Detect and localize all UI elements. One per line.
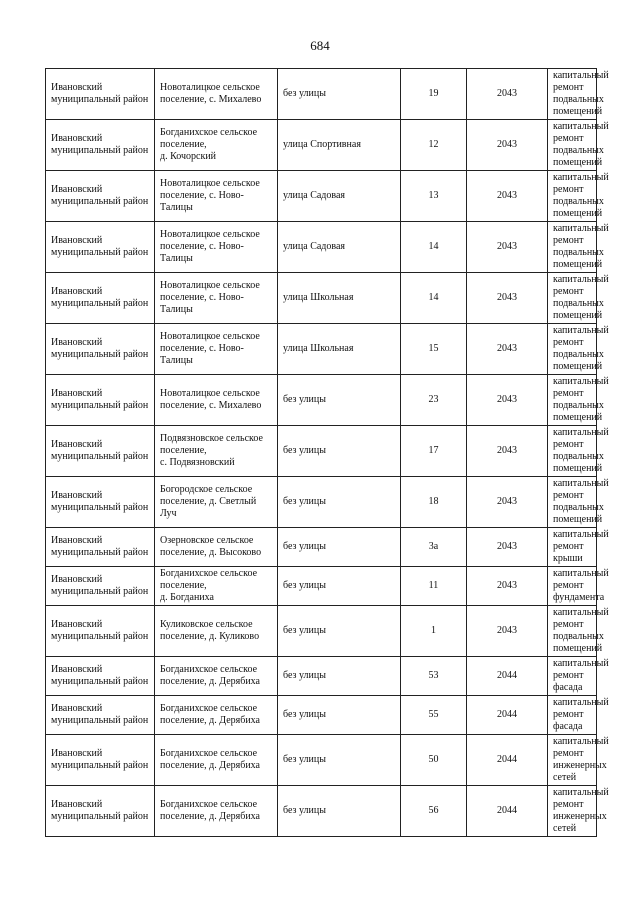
work-type-cell-text: капитальный ремонт фасада — [553, 658, 609, 693]
district-cell — [46, 171, 155, 222]
street-cell-text: без улицы — [283, 805, 326, 816]
year-cell — [467, 606, 548, 657]
street-cell — [278, 375, 401, 426]
street-cell-text: без улицы — [283, 445, 326, 456]
table-row — [46, 477, 597, 528]
work-type-cell — [548, 786, 609, 837]
district-cell — [46, 324, 155, 375]
street-cell-text: улица Школьная — [283, 343, 354, 354]
year-cell-text: 2043 — [497, 625, 517, 636]
district-cell-text: Ивановский муниципальный район — [51, 286, 149, 309]
table-row — [46, 528, 597, 567]
table-row — [46, 657, 597, 696]
district-cell — [46, 567, 155, 606]
work-type-cell-text: капитальный ремонт инженерных сетей — [553, 787, 609, 834]
district-cell-text: Ивановский муниципальный район — [51, 337, 149, 360]
year-cell-text: 2043 — [497, 292, 517, 303]
street-cell — [278, 657, 401, 696]
district-cell-text: Ивановский муниципальный район — [51, 133, 149, 156]
year-cell — [467, 273, 548, 324]
settlement-cell-text: Богданихское сельское поселение, д. Дерябиха — [160, 799, 260, 822]
year-cell-text: 2043 — [497, 445, 517, 456]
street-cell — [278, 477, 401, 528]
settlement-cell — [155, 528, 278, 567]
settlement-cell — [155, 567, 278, 606]
house-number-cell — [401, 426, 467, 477]
year-cell — [467, 426, 548, 477]
house-number-cell — [401, 273, 467, 324]
work-type-cell — [548, 222, 609, 273]
work-type-cell-text: капитальный ремонт подвальных помещений — [553, 376, 609, 423]
settlement-cell-text: Новоталицкое сельское поселение, с. Ново-Талицы — [160, 280, 260, 315]
work-type-cell-text: капитальный ремонт крыши — [553, 529, 609, 564]
district-cell — [46, 696, 155, 735]
settlement-cell — [155, 426, 278, 477]
table-row — [46, 324, 597, 375]
settlement-cell-text: Богданихское сельское поселение, д. Кочорский — [160, 127, 258, 162]
table-row — [46, 735, 597, 786]
settlement-cell — [155, 273, 278, 324]
district-cell-text: Ивановский муниципальный район — [51, 574, 149, 597]
settlement-cell-text: Новоталицкое сельское поселение, с. Михалево — [160, 388, 262, 411]
year-cell-text: 2043 — [497, 190, 517, 201]
settlement-cell — [155, 735, 278, 786]
year-cell — [467, 324, 548, 375]
street-cell-text: без улицы — [283, 88, 326, 99]
street-cell-text: улица Спортивная — [283, 139, 361, 150]
year-cell-text: 2044 — [497, 709, 517, 720]
work-type-cell — [548, 426, 609, 477]
year-cell-text: 2043 — [497, 343, 517, 354]
work-type-cell-text: капитальный ремонт фундамента — [553, 568, 609, 603]
street-cell — [278, 324, 401, 375]
year-cell-text: 2043 — [497, 394, 517, 405]
district-cell — [46, 120, 155, 171]
house-number-cell-text: 56 — [428, 805, 439, 816]
house-number-cell-text: 1 — [431, 625, 436, 636]
work-type-cell — [548, 69, 609, 120]
house-number-cell — [401, 786, 467, 837]
district-cell — [46, 657, 155, 696]
work-type-cell — [548, 657, 609, 696]
district-cell-text: Ивановский муниципальный район — [51, 388, 149, 411]
work-type-cell-text: капитальный ремонт инженерных сетей — [553, 736, 609, 783]
house-number-cell — [401, 375, 467, 426]
district-cell-text: Ивановский муниципальный район — [51, 490, 149, 513]
table-row — [46, 426, 597, 477]
house-number-cell-text: 15 — [428, 343, 439, 354]
settlement-cell — [155, 171, 278, 222]
year-cell-text: 2043 — [497, 241, 517, 252]
street-cell — [278, 696, 401, 735]
district-cell — [46, 735, 155, 786]
house-number-cell — [401, 657, 467, 696]
district-cell-text: Ивановский муниципальный район — [51, 82, 149, 105]
page-number: 684 — [310, 38, 330, 53]
street-cell — [278, 786, 401, 837]
work-type-cell-text: капитальный ремонт подвальных помещений — [553, 325, 609, 372]
year-cell — [467, 786, 548, 837]
work-type-cell — [548, 324, 609, 375]
house-number-cell-text: 50 — [428, 754, 439, 765]
year-cell — [467, 69, 548, 120]
work-type-cell-text: капитальный ремонт подвальных помещений — [553, 274, 609, 321]
house-number-cell-text: 17 — [428, 445, 439, 456]
work-type-cell — [548, 567, 609, 606]
year-cell-text: 2043 — [497, 139, 517, 150]
settlement-cell — [155, 324, 278, 375]
settlement-cell-text: Новоталицкое сельское поселение, с. Ново-Талицы — [160, 331, 260, 366]
table-body — [46, 69, 609, 837]
street-cell-text: без улицы — [283, 541, 326, 552]
settlement-cell — [155, 477, 278, 528]
settlement-cell — [155, 657, 278, 696]
district-cell-text: Ивановский муниципальный район — [51, 439, 149, 462]
district-cell — [46, 375, 155, 426]
house-number-cell-text: 11 — [428, 580, 439, 591]
year-cell — [467, 222, 548, 273]
street-cell-text: без улицы — [283, 670, 326, 681]
house-number-cell — [401, 69, 467, 120]
street-cell-text: без улицы — [283, 496, 326, 507]
district-cell — [46, 477, 155, 528]
table-row — [46, 567, 597, 606]
table-row — [46, 171, 597, 222]
year-cell — [467, 657, 548, 696]
work-type-cell-text: капитальный ремонт фасада — [553, 697, 609, 732]
house-number-cell — [401, 567, 467, 606]
district-cell — [46, 222, 155, 273]
street-cell-text: без улицы — [283, 394, 326, 405]
settlement-cell-text: Богданихское сельское поселение, д. Дерябиха — [160, 703, 260, 726]
table-row — [46, 375, 597, 426]
settlement-cell — [155, 375, 278, 426]
work-type-cell — [548, 375, 609, 426]
work-type-cell-text: капитальный ремонт подвальных помещений — [553, 121, 609, 168]
settlement-cell-text: Богданихское сельское поселение, д. Дерябиха — [160, 664, 260, 687]
district-cell — [46, 786, 155, 837]
table-row — [46, 222, 597, 273]
street-cell — [278, 606, 401, 657]
settlement-cell-text: Куликовское сельское поселение, д. Куликово — [160, 619, 260, 642]
street-cell-text: улица Школьная — [283, 292, 354, 303]
table-row — [46, 786, 597, 837]
work-type-cell-text: капитальный ремонт подвальных помещений — [553, 223, 609, 270]
year-cell — [467, 528, 548, 567]
district-cell-text: Ивановский муниципальный район — [51, 748, 149, 771]
street-cell-text: улица Садовая — [283, 190, 346, 201]
district-cell-text: Ивановский муниципальный район — [51, 619, 149, 642]
district-cell — [46, 69, 155, 120]
house-number-cell — [401, 324, 467, 375]
settlement-cell-text: Новоталицкое сельское поселение, с. Ново-Талицы — [160, 229, 260, 264]
settlement-cell — [155, 222, 278, 273]
work-type-cell — [548, 606, 609, 657]
year-cell-text: 2043 — [497, 88, 517, 99]
house-number-cell — [401, 696, 467, 735]
settlement-cell-text: Озерновское сельское поселение, д. Высоково — [160, 535, 262, 558]
work-type-cell-text: капитальный ремонт подвальных помещений — [553, 427, 609, 474]
street-cell — [278, 426, 401, 477]
house-number-cell-text: 19 — [428, 88, 439, 99]
house-number-cell — [401, 606, 467, 657]
street-cell — [278, 735, 401, 786]
settlement-cell-text: Богданихское сельское поселение, д. Дерябиха — [160, 748, 260, 771]
year-cell — [467, 120, 548, 171]
house-number-cell-text: 53 — [428, 670, 439, 681]
work-type-cell-text: капитальный ремонт подвальных помещений — [553, 607, 609, 654]
house-number-cell-text: 13 — [428, 190, 439, 201]
house-number-cell-text: 55 — [428, 709, 439, 720]
table-row — [46, 69, 597, 120]
table-row — [46, 606, 597, 657]
table-row — [46, 696, 597, 735]
house-number-cell — [401, 222, 467, 273]
year-cell — [467, 696, 548, 735]
settlement-cell — [155, 606, 278, 657]
district-cell-text: Ивановский муниципальный район — [51, 664, 149, 687]
settlement-cell — [155, 120, 278, 171]
street-cell — [278, 222, 401, 273]
street-cell — [278, 171, 401, 222]
work-type-cell — [548, 735, 609, 786]
year-cell-text: 2043 — [497, 541, 517, 552]
year-cell-text: 2043 — [497, 496, 517, 507]
work-type-cell-text: капитальный ремонт подвальных помещений — [553, 172, 609, 219]
district-cell — [46, 273, 155, 324]
street-cell-text: без улицы — [283, 709, 326, 720]
table-row — [46, 273, 597, 324]
district-cell-text: Ивановский муниципальный район — [51, 184, 149, 207]
district-cell-text: Ивановский муниципальный район — [51, 703, 149, 726]
settlement-cell-text: Богданихское сельское поселение, д. Богданиха — [160, 568, 258, 603]
house-number-cell — [401, 120, 467, 171]
settlement-cell-text: Подвязновское сельское поселение, с. Подвязновский — [160, 433, 263, 468]
year-cell — [467, 477, 548, 528]
street-cell — [278, 69, 401, 120]
house-number-cell — [401, 171, 467, 222]
district-cell — [46, 606, 155, 657]
street-cell-text: улица Садовая — [283, 241, 346, 252]
year-cell-text: 2044 — [497, 754, 517, 765]
settlement-cell-text: Богородское сельское поселение, д. Светлый Луч — [160, 484, 257, 519]
district-cell-text: Ивановский муниципальный район — [51, 799, 149, 822]
housing-repair-table — [45, 68, 609, 837]
work-type-cell — [548, 120, 609, 171]
work-type-cell-text: капитальный ремонт подвальных помещений — [553, 70, 609, 117]
settlement-cell-text: Новоталицкое сельское поселение, с. Михалево — [160, 82, 262, 105]
house-number-cell-text: 14 — [428, 241, 439, 252]
work-type-cell — [548, 477, 609, 528]
district-cell-text: Ивановский муниципальный район — [51, 535, 149, 558]
house-number-cell-text: 23 — [428, 394, 439, 405]
settlement-cell — [155, 69, 278, 120]
work-type-cell — [548, 273, 609, 324]
year-cell-text: 2043 — [497, 580, 517, 591]
district-cell — [46, 528, 155, 567]
street-cell — [278, 567, 401, 606]
house-number-cell — [401, 477, 467, 528]
street-cell-text: без улицы — [283, 580, 326, 591]
house-number-cell-text: 3а — [428, 541, 439, 552]
street-cell — [278, 120, 401, 171]
house-number-cell — [401, 528, 467, 567]
settlement-cell-text: Новоталицкое сельское поселение, с. Ново-Талицы — [160, 178, 260, 213]
table-row — [46, 120, 597, 171]
year-cell-text: 2044 — [497, 670, 517, 681]
street-cell-text: без улицы — [283, 754, 326, 765]
work-type-cell — [548, 696, 609, 735]
house-number-cell-text: 12 — [428, 139, 439, 150]
work-type-cell — [548, 528, 609, 567]
year-cell — [467, 735, 548, 786]
work-type-cell — [548, 171, 609, 222]
settlement-cell — [155, 696, 278, 735]
work-type-cell-text: капитальный ремонт подвальных помещений — [553, 478, 609, 525]
house-number-cell-text: 14 — [428, 292, 439, 303]
house-number-cell-text: 18 — [428, 496, 439, 507]
street-cell-text: без улицы — [283, 625, 326, 636]
district-cell — [46, 426, 155, 477]
year-cell — [467, 567, 548, 606]
street-cell — [278, 528, 401, 567]
year-cell — [467, 375, 548, 426]
street-cell — [278, 273, 401, 324]
year-cell — [467, 171, 548, 222]
district-cell-text: Ивановский муниципальный район — [51, 235, 149, 258]
house-number-cell — [401, 735, 467, 786]
year-cell-text: 2044 — [497, 805, 517, 816]
settlement-cell — [155, 786, 278, 837]
